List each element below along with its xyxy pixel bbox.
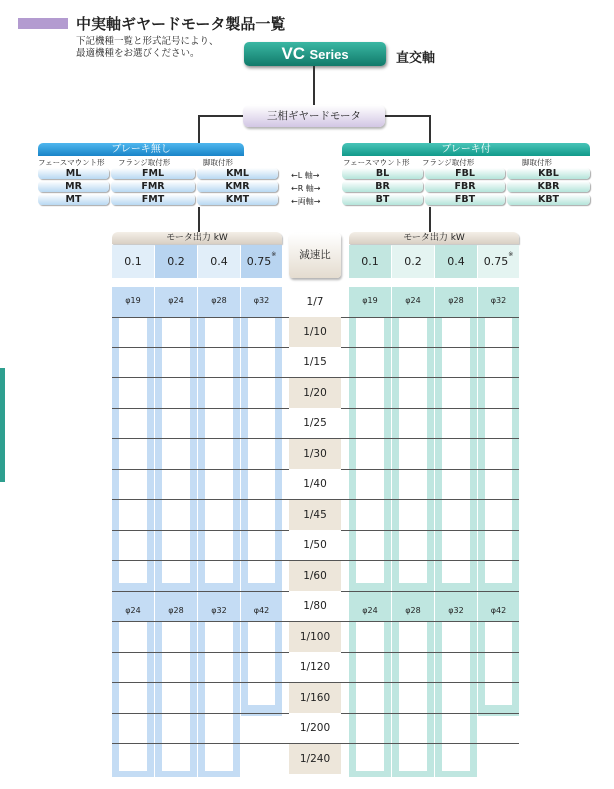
ratio-cell: 1/20 xyxy=(289,378,341,408)
ratio-cell: 1/120 xyxy=(289,652,341,682)
spec-panel xyxy=(248,318,275,583)
power-cell: 0.2 xyxy=(392,245,434,278)
shaft-diameter: φ24 xyxy=(125,606,141,615)
spec-panel xyxy=(356,318,384,583)
ratio-cell: 1/10 xyxy=(289,317,341,347)
ratio-cell: 1/240 xyxy=(289,744,341,774)
spec-panel xyxy=(442,318,470,583)
shaft-diameter: φ24 xyxy=(405,296,421,305)
shaft-diameter: φ42 xyxy=(253,606,270,615)
type-header: 脚取付形 xyxy=(203,158,233,167)
model-cell: FMT xyxy=(111,194,195,205)
ratio-cell: 1/25 xyxy=(289,408,341,438)
power-cell xyxy=(241,245,282,278)
ratio-cell: 1/7 xyxy=(289,287,341,317)
spec-panel xyxy=(119,318,147,583)
subtitle-line-2: 最適機種をお選びください。 xyxy=(76,48,200,59)
shaft-diameter: φ32 xyxy=(448,606,464,615)
shaft-diameter: φ19 xyxy=(125,296,141,305)
power-value: 0.75 xyxy=(246,255,272,268)
model-cell: MR xyxy=(38,181,109,192)
connector-line xyxy=(429,115,431,143)
model-cell: KMR xyxy=(197,181,278,192)
model-cell: BL xyxy=(342,168,423,179)
brake-header: ブレーキ付 xyxy=(342,143,590,156)
connector-line xyxy=(313,66,315,105)
power-cell: 0.2 xyxy=(155,245,197,278)
motor-output-header: モータ出力 kW xyxy=(349,232,519,244)
model-cell: FML xyxy=(111,168,195,179)
shaft-diameter: φ19 xyxy=(362,296,378,305)
section-tab xyxy=(0,368,5,482)
title-accent-bar xyxy=(18,18,68,29)
ratio-header: 減速比 xyxy=(289,233,341,278)
power-value: 0.75 xyxy=(483,255,509,268)
motor-output-header: モータ出力 kW xyxy=(112,232,282,244)
shaft-diameter: φ28 xyxy=(168,606,184,615)
ratio-cell: 1/45 xyxy=(289,500,341,530)
spec-panel xyxy=(162,622,190,771)
model-cell: BT xyxy=(342,194,423,205)
connector-line xyxy=(198,207,200,232)
shaft-diameter: φ32 xyxy=(253,296,270,305)
shaft-diameter: φ28 xyxy=(448,296,464,305)
power-cell: 0.1 xyxy=(112,245,154,278)
spec-panel xyxy=(399,622,427,771)
model-cell: BR xyxy=(342,181,423,192)
ratio-cell: 1/60 xyxy=(289,561,341,591)
page-title: 中実軸ギヤードモータ製品一覧 xyxy=(76,15,286,33)
model-cell: FBR xyxy=(425,181,505,192)
model-cell: KMT xyxy=(197,194,278,205)
shaft-diameter: φ42 xyxy=(490,606,507,615)
shaft-diameter: φ24 xyxy=(362,606,378,615)
series-type: 直交軸 xyxy=(396,51,436,66)
model-cell: FBT xyxy=(425,194,505,205)
spec-panel xyxy=(442,622,470,771)
series-name: VC xyxy=(281,44,306,63)
model-cell: KBT xyxy=(507,194,590,205)
ratio-cell: 1/15 xyxy=(289,347,341,377)
ratio-cell: 1/160 xyxy=(289,683,341,713)
power-cell: 0.4 xyxy=(198,245,240,278)
ratio-cell: 1/100 xyxy=(289,622,341,652)
model-cell: KBL xyxy=(507,168,590,179)
three-phase-motor-node: 三相ギヤードモータ xyxy=(243,105,385,127)
type-header: フランジ取付形 xyxy=(118,158,171,167)
model-cell: ML xyxy=(38,168,109,179)
shaft-label: ←L 軸→ xyxy=(291,171,320,180)
note-mark: ※ xyxy=(271,251,277,258)
model-cell: KML xyxy=(197,168,278,179)
note-mark: ※ xyxy=(508,251,514,258)
ratio-cell: 1/50 xyxy=(289,530,341,560)
series-suffix: Series xyxy=(309,47,349,62)
spec-panel xyxy=(162,318,190,583)
series-badge xyxy=(244,42,386,66)
ratio-cell: 1/200 xyxy=(289,713,341,743)
power-cell: 0.1 xyxy=(349,245,391,278)
shaft-diameter: φ28 xyxy=(211,296,227,305)
spec-panel xyxy=(485,622,512,705)
spec-panel xyxy=(356,622,384,771)
shaft-diameter: φ24 xyxy=(168,296,184,305)
model-cell: KBR xyxy=(507,181,590,192)
ratio-cell: 1/30 xyxy=(289,439,341,469)
ratio-cell: 1/40 xyxy=(289,469,341,499)
subtitle-line-1: 下記機種一覧と形式記号により、 xyxy=(76,36,219,47)
spec-panel xyxy=(399,318,427,583)
shaft-label: ←両軸→ xyxy=(291,197,321,206)
connector-line xyxy=(198,115,200,143)
spec-panel xyxy=(205,622,233,771)
shaft-diameter: φ32 xyxy=(211,606,227,615)
ratio-cell: 1/80 xyxy=(289,591,341,621)
power-cell xyxy=(478,245,519,278)
type-header: フランジ取付形 xyxy=(422,158,475,167)
power-cell: 0.4 xyxy=(435,245,477,278)
spec-panel xyxy=(205,318,233,583)
shaft-diameter: φ28 xyxy=(405,606,421,615)
connector-line xyxy=(429,207,431,232)
type-header: 脚取付形 xyxy=(522,158,552,167)
type-header: フェースマウント形 xyxy=(343,158,410,167)
spec-panel xyxy=(119,622,147,771)
shaft-label: ←R 軸→ xyxy=(291,184,321,193)
shaft-diameter: φ32 xyxy=(490,296,507,305)
model-cell: FBL xyxy=(425,168,505,179)
model-cell: FMR xyxy=(111,181,195,192)
page-subtitle xyxy=(76,36,219,60)
no-brake-header: ブレーキ無し xyxy=(38,143,244,156)
spec-panel xyxy=(248,622,275,705)
spec-panel xyxy=(485,318,512,583)
model-cell: MT xyxy=(38,194,109,205)
type-header: フェースマウント形 xyxy=(38,158,105,167)
